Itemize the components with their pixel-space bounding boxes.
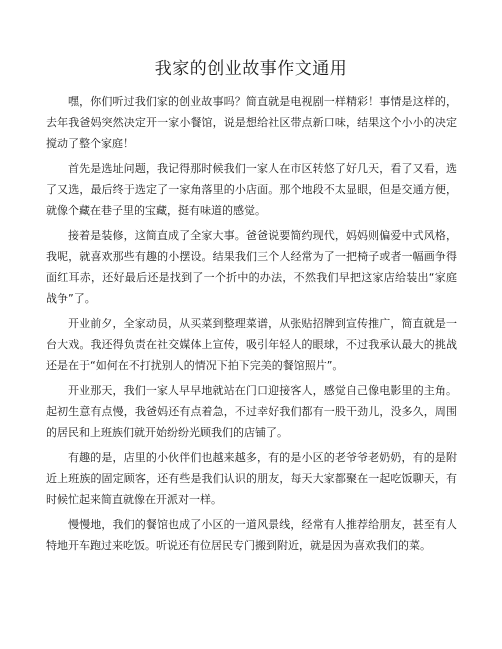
paragraph: 有趣的是，店里的小伙伴们也越来越多，有的是小区的老爷爷老奶奶，有的是附近上班族的固定顾客，还有些是我们认识的朋友，每天大家都聚在一起吃饭聊天，有时候忙起来简直就像在开派对一样。: [46, 451, 457, 506]
paragraph: 慢慢地，我们的餐馆也成了小区的一道风景线，经常有人推荐给朋友，甚至有人特地开车跑过来吃饭。听说还有位居民专门搬到附近，就是因为喜欢我们的菜。: [46, 518, 457, 552]
document-title: 我家的创业故事作文通用: [154, 59, 348, 79]
paragraph: 嘿，你们听过我们家的创业故事吗？简直就是电视剧一样精彩！事情是这样的，去年我爸妈突然决定开一家小餐馆，说是想给社区带点新口味，结果这个小小的决定搅动了整个家庭！: [46, 95, 457, 150]
paragraph: 开业前夕，全家动员，从买菜到整理菜谱，从张贴招牌到宣传推广，简直就是一台大戏。我还得负责在社交媒体上宣传，吸引年轻人的眼球，不过我承认最大的挑战还是在于“如何在不打扰别人的情况下拍下完美的餐馆照片”。: [46, 317, 457, 372]
paragraph: 开业那天，我们一家人早早地就站在门口迎接客人，感觉自己像电影里的主角。起初生意有点慢，我爸妈还有点着急，不过幸好我们都有一股干劲儿，没多久，周围的居民和上班族们就开始纷纷光顾我们的店铺了。: [46, 384, 457, 439]
document-body: [46, 91, 457, 560]
paragraph: 首先是选址问题，我记得那时候我们一家人在市区转悠了好几天，看了又看，选了又选，最后终于选定了一家角落里的小店面。那个地段不太显眼，但是交通方便，就像个藏在巷子里的宝藏，挺有味道的感觉。: [46, 162, 457, 217]
paragraph: 接着是装修，这简直成了全家大事。爸爸说要简约现代，妈妈则偏爱中式风格，我呢，就喜欢那些有趣的小摆设。结果我们三个人经常为了一把椅子或者一幅画争得面红耳赤，还好最后还是找到了一个折中的办法，不然我们早把这家店给装出“家庭战争”了。: [46, 229, 457, 305]
